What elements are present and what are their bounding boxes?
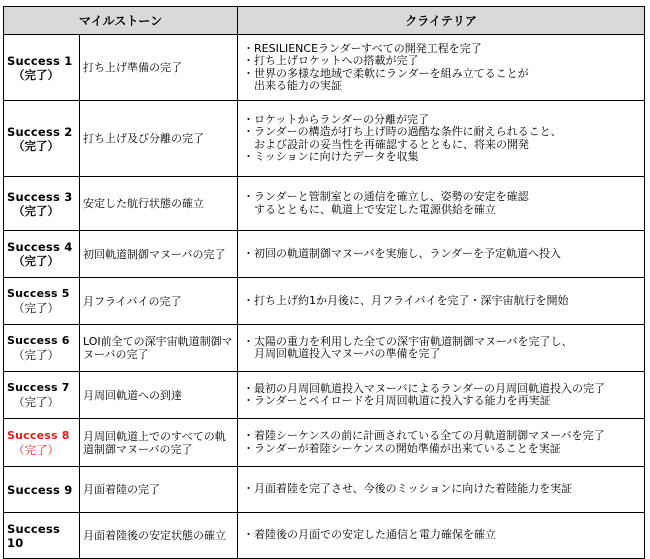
phase-cell [4,35,80,101]
criteria-cell [238,372,645,419]
criteria-cell [238,513,645,559]
header-milestone: マイルストーン [4,7,238,35]
phase-status: （完了） [13,67,59,82]
phase-cell [4,467,80,513]
table-row [4,325,645,372]
phase-label: Success 3 [7,189,73,204]
phase-status: （完了） [13,442,59,457]
criteria-line: および設計の妥当性を再確認するとともに、将来の開発 [243,137,530,151]
milestone-cell: LOI前全ての深宇宙軌道制御マヌーバの完了 [80,325,238,372]
milestone-cell: 初回軌道制御マヌーバの完了 [80,231,238,278]
phase-label: Success 1 [7,53,73,68]
header-criteria: クライテリア [238,7,645,35]
criteria-cell [238,231,645,278]
phase-cell [4,372,80,419]
criteria-line: ・初回の軌道制御マヌーバを実施し、ランダーを予定軌道へ投入 [243,246,562,260]
criteria-cell [238,278,645,325]
milestone-table [3,6,645,559]
phase-label: Success 7 [7,381,70,394]
criteria-line: ・打ち上げロケットへの搭載が完了 [243,54,419,67]
criteria-cell [238,467,645,513]
phase-status: （完了） [13,254,59,268]
criteria-line: ・着陸後の月面での安定した通信と電力確保を確立 [243,528,497,542]
phase-label: Success 4 [7,240,73,254]
criteria-line: ・ランダーの構造が打ち上げ時の過酷な条件に耐えられること、 [243,125,562,138]
milestone-cell: 月面着陸後の安定状態の確立 [80,513,238,559]
criteria-cell [238,419,645,467]
phase-label: Success 5 [7,287,70,300]
phase-status: （完了） [13,203,59,218]
criteria-line: ・着陸シーケンスの前に計画されている全ての月軌道制御マヌーバを完了 [243,429,605,442]
criteria-cell [238,177,645,231]
milestone-cell: 安定した航行状態の確立 [80,177,238,231]
criteria-cell [238,35,645,101]
criteria-line: ・ランダーと管制室との通信を確立し、姿勢の安定を確認 [243,190,529,203]
phase-label: Success 9 [7,482,73,497]
phase-cell [4,278,80,325]
table-row [4,372,645,419]
criteria-line: 月周回軌道投入マヌーバの準備を完了 [243,347,441,360]
criteria-cell [238,101,645,177]
phase-cell [4,177,80,231]
phase-cell [4,419,80,467]
milestone-cell: 月周回軌道への到達 [80,372,238,419]
milestone-cell: 月面着陸の完了 [80,467,238,513]
table-row [4,177,645,231]
phase-label: Success 8 [7,428,70,442]
table-row [4,419,645,467]
table-row [4,513,645,559]
criteria-line: ・ロケットからランダーの分離が完了 [243,112,430,126]
criteria-line: ・RESILIENCEランダーすべての開発工程を完了 [243,41,482,55]
criteria-line: ・月面着陸を完了させ、今後のミッションに向けた着陸能力を実証 [243,482,573,496]
table-row [4,35,645,101]
criteria-line: ・世界の多様な地域で柔軟にランダーを組み立てることが [243,66,529,80]
milestone-cell: 月フライバイの完了 [80,278,238,325]
table-header-row [4,7,645,35]
criteria-cell [238,325,645,372]
criteria-line: ・ミッションに向けたデータを収集 [243,150,419,163]
criteria-line: ・太陽の重力を利用した全ての深宇宙軌道制御マヌーバを完了し、 [243,334,573,348]
criteria-line: ・最初の月周回軌道投入マヌーバによるランダーの月周回軌道投入の完了 [243,381,606,395]
criteria-line: ・打ち上げ約1か月後に、月フライバイを完了・深宇宙航行を開始 [243,293,569,307]
criteria-line: 出来る能力の実証 [243,79,343,92]
phase-status: （完了） [13,301,59,315]
phase-status: （完了） [13,348,59,362]
table-row [4,278,645,325]
criteria-line: ・ランダーとペイロードを月周回軌道に投入する能力を再実証 [243,394,551,407]
table-row [4,231,645,278]
phase-cell [4,325,80,372]
milestone-cell: 打ち上げ準備の完了 [80,35,238,101]
table-row [4,101,645,177]
table-row [4,467,645,513]
criteria-line: するとともに、軌道上で安定した電源供給を確立 [243,202,497,216]
phase-status: （完了） [13,138,59,153]
milestone-cell: 月周回軌道上でのすべての軌道制御マヌーバの完了 [80,419,238,467]
phase-status: （完了） [13,395,59,409]
phase-label: Success 6 [7,334,70,347]
phase-label: Success 2 [7,124,73,139]
criteria-line: ・ランダーが着陸シーケンスの開始準備が出来ていることを実証 [243,441,561,455]
phase-cell [4,513,80,559]
phase-cell [4,231,80,278]
phase-cell [4,101,80,177]
phase-label: Success 10 [7,521,60,550]
milestone-cell: 打ち上げ及び分離の完了 [80,101,238,177]
